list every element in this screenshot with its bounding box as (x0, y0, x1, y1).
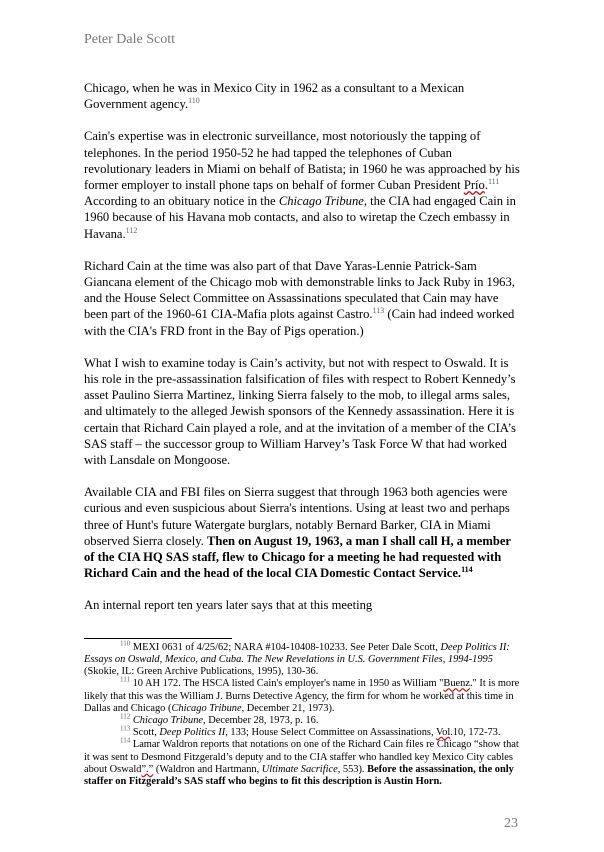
footnote-ref: 110 (120, 639, 131, 648)
running-header: Peter Dale Scott (84, 32, 175, 47)
text-run: (Waldron and Hartmann, (153, 763, 262, 775)
footnote-ref: 113 (372, 306, 385, 316)
text-run: (Skokie, IL: Green Archive Publications, 1995), 130-36. (84, 666, 319, 678)
text-run: According to an obituary notice in the (84, 194, 279, 209)
text-run: Prío (463, 178, 485, 193)
text-run: Available CIA and FBI files on Sierra suggest that through 1963 both agencies were curious and even suspicious about Sierra's intentions. Using at least two and perhaps three of Hunt's future Watergate burglars, notably Bernard Barker, CIA in Miami observed Sierra closely. (84, 485, 510, 548)
footnote-ref: 113 (120, 724, 131, 733)
text-run: . (484, 178, 488, 193)
text-run: (Cain had indeed worked with the CIA's FRD front in the Bay of Pigs operation.) (84, 307, 515, 338)
text-run: .10, 172-73. (450, 727, 501, 739)
text-run: Deep Politics II (159, 727, 226, 739)
text-run: , 133; House Select Committee on Assassinations, (225, 727, 436, 739)
footnote-ref: 111 (120, 675, 130, 684)
footnote-ref: 114 (461, 565, 473, 575)
text-run: Deep Politics II: Essays on Oswald, Mexico, and Cuba. The New Revelations in U.S. Government Files, 1994-1995 (84, 641, 510, 665)
text-run: An internal report ten years later says that at this meeting (84, 598, 373, 613)
text-run: Before the assassination, the only staffer on Fitzgerald’s SAS staff who begins to fit this description is Austin Horn. (84, 763, 514, 787)
body-text (84, 80, 520, 614)
text-run: Chicago Tribune (278, 194, 364, 209)
text-run: Then on August 19, 1963, a man I shall call H, a member of the CIA HQ SAS staff, flew to Chicago for a meeting he had requested with Richard Cain and the head of the local CIA Domestic Contact Service. (84, 533, 511, 581)
text-run: Ultimate Sacrifice (261, 763, 338, 775)
footnote (84, 724, 520, 739)
text-run: Cain's expertise was in electronic surveillance, most notoriously the tapping of telephones. In the period 1950-52 he had tapped the telephones of Cuban revolutionary leaders in Miami on behalf of Batista; in 1960 he was approached by his former employer to install phone taps on behalf of former Cuban President (84, 129, 520, 193)
paragraph (84, 597, 520, 613)
text-run: Lamar Waldron reports that notations on one of the Richard Cain files re Chicago “show that it was sent to Desmond Fitzgerald’s deputy and to the CIA staffer who handled key Mexico City cables about Oswald (84, 739, 519, 775)
paragraph (84, 80, 520, 112)
text-run: ”.” (141, 763, 154, 775)
text-run: Buenz (443, 678, 470, 690)
text-run: , December 28, 1973, p. 16. (203, 714, 319, 726)
footnote-ref: 111 (487, 176, 500, 186)
paragraph (84, 355, 520, 468)
text-run: Vol (436, 727, 451, 739)
paragraph (84, 128, 520, 241)
text-run: What I wish to examine today is Cain’s activity, but not with respect to Oswald. It is his role in the pre-assassination falsification of files with respect to Robert Kennedy’s asset Paulino Sierra Martinez, linking Sierra falsely to the mob, to illegal arms sales, and ultimately to the alleged Jewish sponsors of the Kennedy assassination. Here it is certain that Richard Cain played a role, and at the invitation of a member of the CIA’s SAS staff – the successor group to William Harvey’s Task Force W that had worked with Lansdale on Mongoose. (84, 355, 516, 468)
page-number: 23 (504, 816, 518, 832)
footnote (84, 736, 520, 788)
footnote-separator (84, 638, 232, 639)
text-run: Chicago Tribune (171, 702, 242, 714)
text-run: 10 AH 172. The HSCA listed Cain's employer's name in 1950 as William " (129, 678, 444, 690)
footnote (84, 712, 520, 727)
footnotes (84, 639, 520, 788)
footnote-ref: 110 (188, 96, 200, 106)
footnote-ref: 112 (120, 712, 131, 721)
text-run: Scott, (130, 727, 160, 739)
paragraph (84, 484, 520, 581)
footnote-ref: 112 (125, 225, 138, 235)
text-run: Richard Cain at the time was also part of that Dave Yaras-Lennie Patrick-Sam Giancana element of the Chicago mob with demonstrable links to Jack Ruby in 1963, and the House Select Committee on Assassinations speculated that Cain may have been part of the 1960-61 CIA-Mafia plots against Castro. (84, 258, 515, 322)
text-run: ." It is more likely that this was the William J. Burns Detective Agency, the firm for whom he worked at this time in Dallas and Chicago ( (84, 678, 520, 714)
footnote (84, 675, 520, 715)
text-run: Chicago, when he was in Mexico City in 1962 as a consultant to a Mexican Government agency. (84, 81, 465, 112)
footnote-ref: 114 (120, 736, 131, 745)
text-run: Chicago Tribune (132, 714, 204, 726)
footnote (84, 639, 520, 679)
text-run: , December 21, 1973). (241, 702, 335, 714)
text-run: MEXI 0631 of 4/25/62; NARA #104-10408-10233. See Peter Dale Scott, (130, 641, 441, 653)
text-run: , the CIA had engaged Cain in 1960 because of his Havana mob contacts, and also to wiretap the Czech embassy in Havana. (84, 194, 516, 241)
text-run: , 553). (337, 763, 368, 775)
paragraph (84, 258, 520, 339)
